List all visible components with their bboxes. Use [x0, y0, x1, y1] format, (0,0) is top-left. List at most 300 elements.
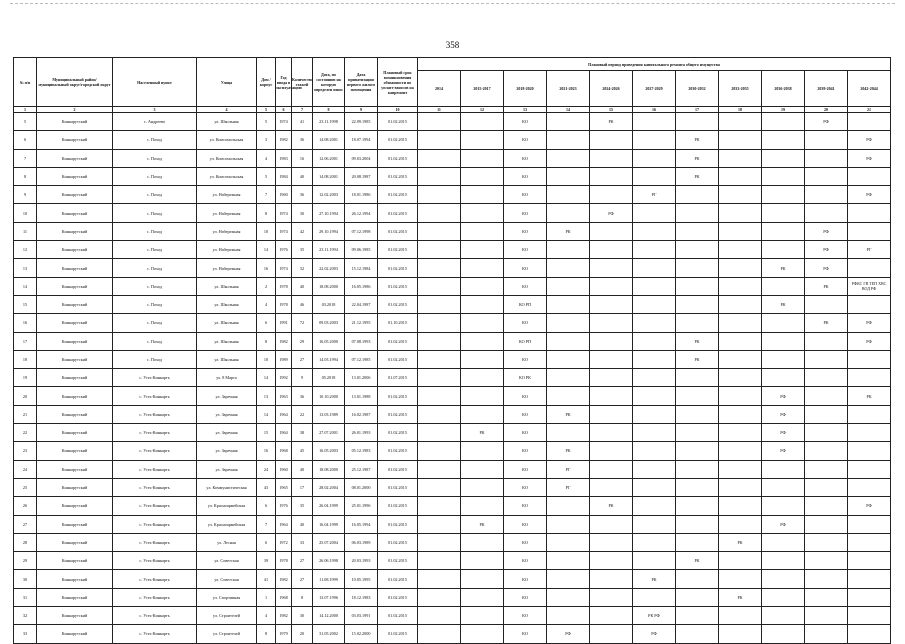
row-number: 20 — [14, 387, 37, 405]
period-cell — [762, 478, 805, 496]
period-cell: КО — [504, 533, 547, 551]
period-cell — [633, 149, 676, 167]
house-cell: 15 — [257, 424, 276, 442]
period-cell — [805, 204, 848, 222]
period-cell — [805, 424, 848, 442]
period-cell — [590, 167, 633, 185]
settlement-cell: с. Поход — [113, 241, 197, 259]
street-cell: ул. Школьная — [197, 113, 257, 131]
page-number: 358 — [445, 40, 460, 50]
period-cell — [762, 204, 805, 222]
column-number: 5 — [257, 107, 276, 113]
survey-date-cell: 28.02.2004 — [313, 478, 345, 496]
period-cell — [848, 222, 891, 240]
house-cell: 5 — [257, 113, 276, 131]
period-cell: КО — [504, 387, 547, 405]
year-cell: 1968 — [276, 442, 292, 460]
period-cell — [805, 552, 848, 570]
street-cell: ул. Строителей — [197, 607, 257, 625]
period-cell — [676, 113, 719, 131]
privatization-date-cell: 09.03.2004 — [345, 149, 378, 167]
street-cell: ул. Заречная — [197, 405, 257, 423]
period-cell — [719, 607, 762, 625]
period-cell — [719, 478, 762, 496]
column-number: 13 — [504, 107, 547, 113]
floors-cell: 72 — [292, 314, 313, 332]
street-cell: ул. Советская — [197, 552, 257, 570]
column-number: 8 — [313, 107, 345, 113]
period-cell: РК — [676, 149, 719, 167]
floors-cell: 27 — [292, 570, 313, 588]
header-period: 2033-2035 — [719, 71, 762, 107]
floors-cell: 36 — [292, 186, 313, 204]
column-number: 16 — [633, 107, 676, 113]
survey-date-cell: 09.03.2003 — [313, 314, 345, 332]
period-cell — [461, 295, 504, 313]
period-cell — [590, 350, 633, 368]
planned-term-cell: 01.02.2015 — [378, 259, 418, 277]
table-row — [14, 259, 891, 277]
period-cell: РК — [461, 515, 504, 533]
settlement-cell: с. Усть-Кинкарть — [113, 478, 197, 496]
house-cell: 5 — [257, 167, 276, 185]
floors-cell: 9 — [292, 369, 313, 387]
period-cell: КО — [504, 241, 547, 259]
row-number: 31 — [14, 588, 37, 606]
house-cell: 4 — [257, 149, 276, 167]
period-cell — [805, 295, 848, 313]
period-cell — [547, 332, 590, 350]
period-cell — [418, 204, 461, 222]
year-cell: 1968 — [276, 588, 292, 606]
period-cell — [805, 167, 848, 185]
period-cell: РК — [719, 588, 762, 606]
period-cell — [805, 387, 848, 405]
settlement-cell: с. Усть-Кинкарть — [113, 570, 197, 588]
period-cell: РГ — [633, 186, 676, 204]
settlement-cell: с. Усть-Кинкарть — [113, 552, 197, 570]
survey-date-cell: 27.07.2001 — [313, 424, 345, 442]
period-cell — [418, 552, 461, 570]
period-cell — [762, 241, 805, 259]
column-number: 7 — [292, 107, 313, 113]
period-cell: КО — [504, 405, 547, 423]
period-cell — [590, 241, 633, 259]
period-cell — [719, 259, 762, 277]
period-cell — [547, 588, 590, 606]
street-cell: ул. Школьная — [197, 350, 257, 368]
period-cell — [805, 350, 848, 368]
row-number: 15 — [14, 295, 37, 313]
street-cell: ул. Коммунистическая — [197, 478, 257, 496]
planned-term-cell: 01.10.2015 — [378, 314, 418, 332]
floors-cell: 17 — [292, 478, 313, 496]
period-cell — [762, 607, 805, 625]
house-cell: 13 — [257, 387, 276, 405]
period-cell — [418, 314, 461, 332]
floors-cell: 27 — [292, 350, 313, 368]
period-cell — [848, 460, 891, 478]
street-cell: ул. Комсомольская — [197, 167, 257, 185]
street-cell: ул. Школьная — [197, 332, 257, 350]
period-cell — [461, 332, 504, 350]
period-cell — [676, 570, 719, 588]
period-cell — [762, 460, 805, 478]
period-cell — [461, 167, 504, 185]
floors-cell: 38 — [292, 424, 313, 442]
street-cell: ул. Строителей — [197, 625, 257, 643]
column-number: 6 — [276, 107, 292, 113]
period-cell — [461, 186, 504, 204]
period-cell — [633, 204, 676, 222]
planned-term-cell: 01.02.2015 — [378, 570, 418, 588]
column-number: 15 — [590, 107, 633, 113]
period-cell — [633, 533, 676, 551]
period-cell: РК — [590, 497, 633, 515]
period-cell — [848, 113, 891, 131]
period-cell — [590, 314, 633, 332]
period-cell — [719, 222, 762, 240]
privatization-date-cell: 05.12.1983 — [345, 442, 378, 460]
period-cell — [676, 533, 719, 551]
period-cell — [805, 515, 848, 533]
period-cell — [590, 442, 633, 460]
district-cell: Кинкарутский — [37, 131, 113, 149]
header-period: 2014 — [418, 71, 461, 107]
street-cell: ул. Красноармейская — [197, 515, 257, 533]
period-cell — [461, 204, 504, 222]
settlement-cell: с. Поход — [113, 222, 197, 240]
privatization-date-cell: 26.12.1994 — [345, 204, 378, 222]
period-cell — [418, 625, 461, 643]
period-cell — [633, 478, 676, 496]
period-cell — [719, 204, 762, 222]
column-number: 21 — [848, 107, 891, 113]
row-number: 29 — [14, 552, 37, 570]
house-cell: 14 — [257, 405, 276, 423]
privatization-date-cell: 20.03.1993 — [345, 552, 378, 570]
floors-cell: 8 — [292, 588, 313, 606]
period-cell — [461, 625, 504, 643]
period-cell — [848, 350, 891, 368]
privatization-date-cell: 10.05.1995 — [345, 570, 378, 588]
period-cell — [848, 369, 891, 387]
year-cell: 1974 — [276, 259, 292, 277]
year-cell: 1964 — [276, 424, 292, 442]
house-cell: 10 — [257, 222, 276, 240]
settlement-cell: с. Поход — [113, 149, 197, 167]
planned-term-cell: 01.02.2015 — [378, 167, 418, 185]
planned-term-cell: 01.02.2015 — [378, 332, 418, 350]
privatization-date-cell: 15.02.2000 — [345, 625, 378, 643]
period-cell — [719, 405, 762, 423]
period-cell — [676, 387, 719, 405]
header-settlement: Населенный пункт — [113, 58, 197, 107]
period-cell — [633, 131, 676, 149]
planned-term-cell: 01.02.2015 — [378, 131, 418, 149]
period-cell: РК — [762, 295, 805, 313]
house-cell: 6 — [257, 497, 276, 515]
period-cell — [676, 607, 719, 625]
header-period: 2024-2026 — [590, 71, 633, 107]
period-cell — [633, 497, 676, 515]
period-cell: РГ — [848, 241, 891, 259]
floors-cell: 22 — [292, 405, 313, 423]
period-cell — [762, 625, 805, 643]
period-cell — [762, 277, 805, 295]
column-number: 10 — [378, 107, 418, 113]
period-cell — [461, 131, 504, 149]
settlement-cell: с. Усть-Кинкарть — [113, 607, 197, 625]
period-cell — [633, 442, 676, 460]
period-cell — [418, 497, 461, 515]
floors-cell: 16 — [292, 149, 313, 167]
period-cell — [547, 259, 590, 277]
period-cell — [418, 241, 461, 259]
period-cell: РФ — [590, 204, 633, 222]
privatization-date-cell: 16.05.1986 — [345, 277, 378, 295]
period-cell — [805, 588, 848, 606]
period-cell — [633, 167, 676, 185]
survey-date-cell: 27.10.1994 — [313, 204, 345, 222]
period-cell — [418, 295, 461, 313]
floors-cell: 33 — [292, 533, 313, 551]
district-cell: Кинкарутский — [37, 515, 113, 533]
planned-term-cell: 01.02.2015 — [378, 241, 418, 259]
table-row — [14, 113, 891, 131]
district-cell: Кинкарутский — [37, 588, 113, 606]
column-number: 1 — [14, 107, 37, 113]
period-cell — [461, 442, 504, 460]
period-cell — [805, 625, 848, 643]
street-cell: ул. Набережная — [197, 204, 257, 222]
district-cell: Кинкарутский — [37, 552, 113, 570]
period-cell: РК — [676, 350, 719, 368]
row-number: 9 — [14, 186, 37, 204]
privatization-date-cell: 18.12.1983 — [345, 588, 378, 606]
settlement-cell: с. Усть-Кинкарть — [113, 515, 197, 533]
period-cell: КО — [504, 113, 547, 131]
period-cell — [461, 241, 504, 259]
table-row — [14, 460, 891, 478]
period-cell — [461, 369, 504, 387]
planned-term-cell: 01.02.2015 — [378, 533, 418, 551]
survey-date-cell: 31.05.2002 — [313, 625, 345, 643]
row-number: 5 — [14, 113, 37, 131]
street-cell: ул. Школьная — [197, 314, 257, 332]
period-cell — [547, 369, 590, 387]
floors-cell: 40 — [292, 515, 313, 533]
period-cell — [633, 295, 676, 313]
planned-term-cell: 01.02.2015 — [378, 625, 418, 643]
survey-date-cell: 26.04.1999 — [313, 497, 345, 515]
period-cell — [719, 314, 762, 332]
period-cell: РФ — [848, 186, 891, 204]
capital-repair-table — [13, 57, 891, 644]
period-cell — [633, 405, 676, 423]
period-cell — [762, 332, 805, 350]
district-cell: Кинкарутский — [37, 460, 113, 478]
period-cell — [719, 497, 762, 515]
period-cell — [418, 350, 461, 368]
period-cell: РФ — [805, 241, 848, 259]
table-row — [14, 149, 891, 167]
period-cell — [762, 167, 805, 185]
house-cell: 8 — [257, 625, 276, 643]
period-cell — [633, 369, 676, 387]
header-row-number: № п/п — [14, 58, 37, 107]
year-cell: 1978 — [276, 295, 292, 313]
period-cell — [719, 460, 762, 478]
planned-term-cell: 01.02.2015 — [378, 295, 418, 313]
table-row — [14, 295, 891, 313]
district-cell: Кинкарутский — [37, 570, 113, 588]
period-cell — [633, 259, 676, 277]
planned-term-cell: 01.02.2015 — [378, 405, 418, 423]
period-cell: РК — [676, 332, 719, 350]
planned-term-cell: 01.07.2015 — [378, 369, 418, 387]
period-cell — [805, 497, 848, 515]
period-cell — [590, 552, 633, 570]
column-number: 4 — [197, 107, 257, 113]
year-cell: 1974 — [276, 113, 292, 131]
floors-cell: 35 — [292, 497, 313, 515]
survey-date-cell: 05.2018 — [313, 369, 345, 387]
header-plan-group: Плановый период проведения капитального ремонта общего имущества — [418, 58, 891, 71]
row-number: 24 — [14, 460, 37, 478]
period-cell — [418, 387, 461, 405]
house-cell: 10 — [257, 350, 276, 368]
period-cell — [418, 167, 461, 185]
floors-cell: 45 — [292, 442, 313, 460]
planned-term-cell: 01.02.2015 — [378, 497, 418, 515]
planned-term-cell: 01.02.2015 — [378, 204, 418, 222]
house-cell: 4 — [257, 607, 276, 625]
period-cell — [719, 295, 762, 313]
planned-term-cell: 01.02.2015 — [378, 350, 418, 368]
survey-date-cell: 18.08.2000 — [313, 277, 345, 295]
district-cell: Кинкарутский — [37, 424, 113, 442]
period-cell — [633, 588, 676, 606]
header-period: 2021-2023 — [547, 71, 590, 107]
period-cell — [762, 131, 805, 149]
period-cell — [418, 113, 461, 131]
street-cell: ул. Заречная — [197, 424, 257, 442]
settlement-cell: с. Усть-Кинкарть — [113, 405, 197, 423]
period-cell: КО — [504, 131, 547, 149]
street-cell: ул. Спортивная — [197, 588, 257, 606]
period-cell — [848, 478, 891, 496]
period-cell: КО — [504, 607, 547, 625]
column-number: 2 — [37, 107, 113, 113]
period-cell — [805, 131, 848, 149]
privatization-date-cell: 15.12.1984 — [345, 259, 378, 277]
district-cell: Кинкарутский — [37, 350, 113, 368]
settlement-cell: с. Поход — [113, 259, 197, 277]
district-cell: Кинкарутский — [37, 497, 113, 515]
period-cell — [590, 332, 633, 350]
period-cell: РК РФ — [633, 607, 676, 625]
privatization-date-cell: 08.01.2000 — [345, 478, 378, 496]
period-cell — [418, 460, 461, 478]
row-number: 6 — [14, 131, 37, 149]
period-cell — [418, 332, 461, 350]
settlement-cell: с. Усть-Кинкарть — [113, 442, 197, 460]
year-cell: 1974 — [276, 222, 292, 240]
planned-term-cell: 01.02.2015 — [378, 277, 418, 295]
privatization-date-cell: 06.03.1989 — [345, 533, 378, 551]
district-cell: Кинкарутский — [37, 387, 113, 405]
period-cell — [418, 442, 461, 460]
survey-date-cell: 12.02.2003 — [313, 186, 345, 204]
period-cell — [719, 552, 762, 570]
period-cell — [762, 222, 805, 240]
period-cell — [418, 478, 461, 496]
period-cell — [676, 259, 719, 277]
floors-cell: 40 — [292, 167, 313, 185]
period-cell: КО — [504, 167, 547, 185]
period-cell — [547, 515, 590, 533]
period-cell — [848, 424, 891, 442]
survey-date-cell: 14.08.2001 — [313, 131, 345, 149]
period-cell — [547, 295, 590, 313]
period-cell — [848, 588, 891, 606]
settlement-cell: с. Поход — [113, 314, 197, 332]
year-cell: 1976 — [276, 241, 292, 259]
period-cell: РК — [590, 113, 633, 131]
period-cell: КО — [504, 277, 547, 295]
period-cell — [676, 405, 719, 423]
survey-date-cell: 22.02.2003 — [313, 259, 345, 277]
period-cell — [762, 314, 805, 332]
floors-cell: 42 — [292, 222, 313, 240]
period-cell — [762, 570, 805, 588]
period-cell — [590, 625, 633, 643]
period-cell: РФ — [805, 222, 848, 240]
row-number: 25 — [14, 478, 37, 496]
period-cell — [719, 424, 762, 442]
period-cell — [547, 277, 590, 295]
settlement-cell: с. Усть-Кинкарть — [113, 387, 197, 405]
period-cell: КО РП — [504, 295, 547, 313]
year-cell: 1972 — [276, 533, 292, 551]
table-row — [14, 241, 891, 259]
period-cell — [633, 277, 676, 295]
district-cell: Кинкарутский — [37, 607, 113, 625]
period-cell — [676, 222, 719, 240]
period-cell — [848, 607, 891, 625]
table-row — [14, 277, 891, 295]
period-cell — [547, 149, 590, 167]
period-cell — [719, 332, 762, 350]
street-cell: ул. Советская — [197, 570, 257, 588]
period-cell — [719, 515, 762, 533]
header-period: 2042-2044 — [848, 71, 891, 107]
period-cell — [762, 149, 805, 167]
year-cell: 1963 — [276, 387, 292, 405]
street-cell: ул. Набережная — [197, 186, 257, 204]
row-number: 8 — [14, 167, 37, 185]
survey-date-cell: 03.2018 — [313, 295, 345, 313]
floors-cell: 36 — [292, 387, 313, 405]
street-cell: ул. Набережная — [197, 241, 257, 259]
period-cell: КО — [504, 478, 547, 496]
house-cell: 8 — [257, 204, 276, 222]
row-number: 22 — [14, 424, 37, 442]
period-cell — [461, 314, 504, 332]
period-cell — [848, 204, 891, 222]
district-cell: Кинкарутский — [37, 241, 113, 259]
